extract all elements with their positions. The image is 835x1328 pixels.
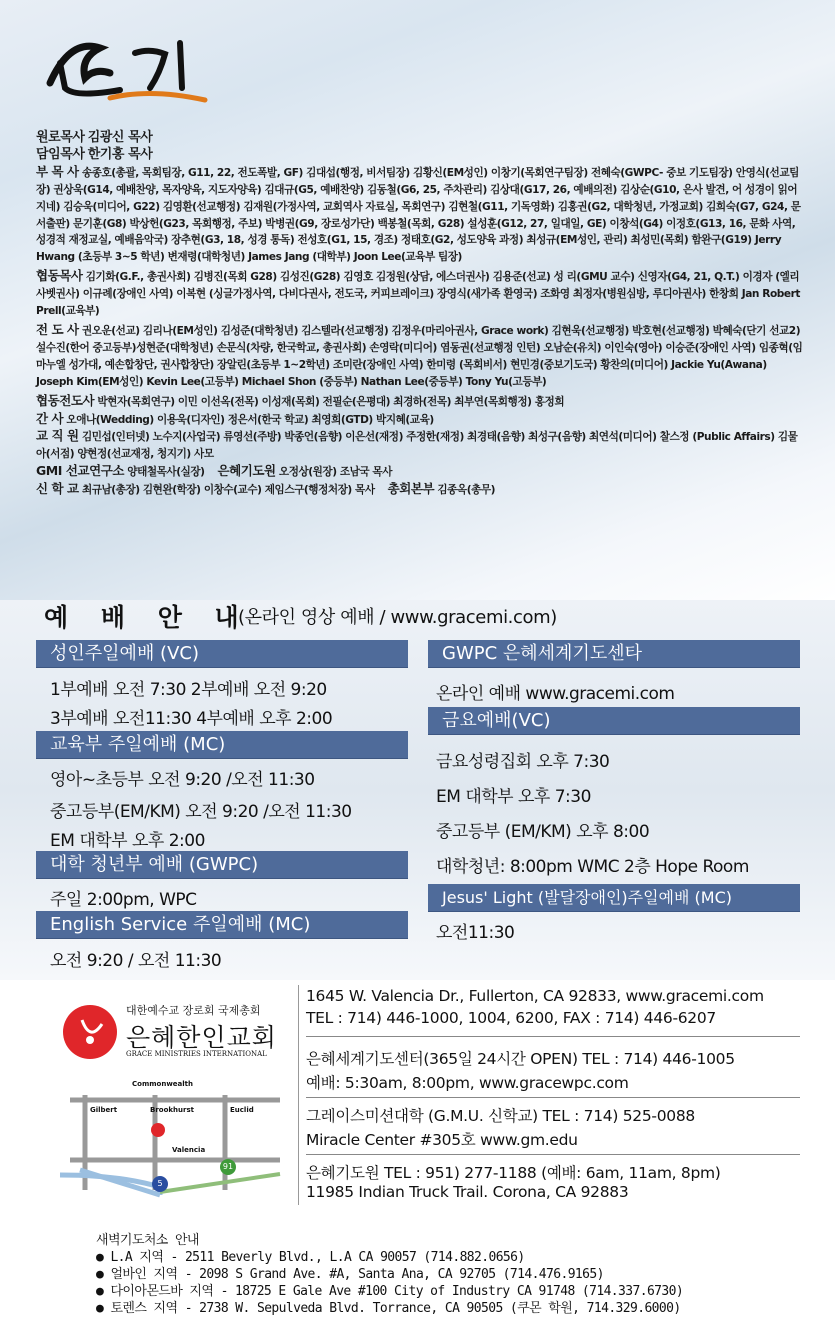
service-header-english: English Service 주일예배 (MC) <box>36 911 408 939</box>
route-91-badge: 91 <box>220 1159 236 1175</box>
leadership-list <box>36 130 806 499</box>
dawn-prayer-item: ● 다이아몬드바 지역 - 18725 E Gale Ave #100 City of Industry CA 91748 (714.337.6730) <box>96 1284 684 1299</box>
map-label: Euclid <box>230 1106 254 1114</box>
divider <box>306 1036 800 1037</box>
divider <box>306 1097 800 1098</box>
service-row: 중고등부 (EM/KM) 오후 8:00 <box>436 822 650 842</box>
dawn-prayer-title: 새벽기도처소 안내 <box>96 1233 199 1248</box>
church-name-en: GRACE MINISTRIES INTERNATIONAL <box>126 1050 267 1058</box>
service-row: 온라인 예배 www.gracemi.com <box>436 684 675 704</box>
service-row: 주일 2:00pm, WPC <box>50 890 197 910</box>
service-header-friday: 금요예배(VC) <box>428 707 800 735</box>
service-row: EM 대학부 오후 2:00 <box>50 831 205 851</box>
service-header-education: 교육부 주일예배 (MC) <box>36 731 408 759</box>
service-row: EM 대학부 오후 7:30 <box>436 787 591 807</box>
leader-line: 원로목사 김광신 목사 <box>36 130 153 145</box>
leader-line: 교 직 원 김민섭(인터넷) 노수지(사업국) 류영선(주방) 박종언(음향) 이은선(재정) 주정한(재정) 최경태(음향) 최성구(음향) 최연석(미디어) 찰스정 (Public Affairs) 김물아(서점) 양현정(선교재정, 청지기) 사모 <box>36 428 798 461</box>
service-header-gwpc: GWPC 은혜세계기도센타 <box>428 640 800 668</box>
service-row: 오전 9:20 / 오전 11:30 <box>50 951 222 971</box>
service-header-adult: 성인주일예배 (VC) <box>36 640 408 668</box>
services-title: 예 배 안 내 <box>44 603 251 632</box>
services-subtitle: (온라인 영상 예배 / www.gracemi.com) <box>238 607 557 628</box>
route-5-badge: 5 <box>152 1176 168 1192</box>
contact-line: 그레이스미션대학 (G.M.U. 신학교) TEL : 714) 525-0088 <box>306 1107 695 1125</box>
service-row: 중고등부(EM/KM) 오전 9:20 /오전 11:30 <box>50 802 352 822</box>
leader-line: 협동전도사 박현자(목회연구) 이민 이선옥(전목) 이성재(목회) 전필순(은평대) 최경하(전목) 최부연(목회행정) 홍정희 <box>36 392 565 408</box>
leader-line: 전 도 사 권오운(선교) 김리나(EM성인) 김성준(대학청년) 김스텔라(선교행정) 김정우(마리아권사, Grace work) 김현욱(선교행정) 박호현(선교행정) 박혜숙(단기 선교2) 설수진(한어 중고등부)성현준(대학청년) 손문식(차량, 한국학교, 총권사회) 손영락(미디어) 염동권(선교행정 인턴) 오남순(유치) 이인숙(영아) 이승준(장애인 사역) 임종혁(임마누엘 성가대, 예손합창단, 권사합창단) 장알린(초등부 1~2학년) 조미란(장애인 사역) 한미령 (목회비서) 현민경(중보기도국) 황찬의(미디어) Jackie Yu(Awana) Joseph Kim(EM성인) Kevin Lee(고등부) Michael Shon (중등부) Nathan Lee(중등부) Tony Yu(고등부) <box>36 321 803 388</box>
map-label: Brookhurst <box>150 1106 194 1114</box>
service-row: 영아~초등부 오전 9:20 /오전 11:30 <box>50 770 315 790</box>
church-logo <box>60 998 290 1068</box>
service-row: 1부예배 오전 7:30 2부예배 오전 9:20 <box>50 680 327 700</box>
calligraphy-logo <box>40 28 240 108</box>
map-label: Gilbert <box>90 1106 118 1114</box>
contact-line: Miracle Center #305호 www.gm.edu <box>306 1131 578 1149</box>
church-org: 대한예수교 장로회 국제총회 <box>126 1004 261 1017</box>
leader-line: 협동목사 김기화(G.F., 총권사회) 김병진(목회 G28) 김성진(G28) 김영호 김정원(상담, 에스더권사) 김용준(선교) 성 리(GMU 교수) 신영자(G4, 21, Q.T.) 이경자 (엘리사벳권사) 이규례(장애인 사역) 이복현 (싱글가정사역, 다비다권사, 전도국, 커피브레이크) 장영식(새가족 환영국) 조화영 최정자(병원심방, 루디아권사) 한창희 Jan Robert Prell(교육부) <box>36 268 801 318</box>
contact-line: 1645 W. Valencia Dr., Fullerton, CA 92833, www.gracemi.com <box>306 987 764 1005</box>
contact-line: 예배: 5:30am, 8:00pm, www.gracewpc.com <box>306 1074 629 1092</box>
service-row: 대학청년: 8:00pm WMC 2층 Hope Room <box>436 857 749 877</box>
divider <box>306 1154 800 1155</box>
dawn-prayer-item: ● 얼바인 지역 - 2098 S Grand Ave. #A, Santa Ana, CA 92705 (714.476.9165) <box>96 1267 604 1282</box>
service-header-jesus-light: Jesus' Light (발달장애인)주일예배 (MC) <box>428 884 800 912</box>
service-row: 금요성령집회 오후 7:30 <box>436 752 610 772</box>
map-label: Valencia <box>172 1146 206 1154</box>
contact-line: 은혜기도원 TEL : 951) 277-1188 (예배: 6am, 11am, 8pm) <box>306 1164 721 1182</box>
contact-line: TEL : 714) 446-1000, 1004, 6200, FAX : 714) 446-6207 <box>306 1009 716 1027</box>
contact-line: 은혜세계기도센터(365일 24시간 OPEN) TEL : 714) 446-1005 <box>306 1050 735 1068</box>
service-row: 오전11:30 <box>436 923 515 943</box>
dawn-prayer-item: ● 토렌스 지역 - 2738 W. Sepulveda Blvd. Torrance, CA 90505 (쿠몬 학원, 714.329.6000) <box>96 1301 681 1316</box>
location-map <box>60 1075 290 1205</box>
leader-line: 담임목사 한기홍 목사 <box>36 146 153 162</box>
vertical-divider <box>298 985 299 1205</box>
church-emblem-icon <box>60 1002 120 1062</box>
leader-line: 신 학 교 최규남(총장) 김현완(학장) 이창수(교수) 제임스구(행정처장) 목사 총회본부 김종옥(총무) <box>36 481 496 497</box>
map-label: Commonwealth <box>132 1080 193 1088</box>
leader-line: 부 목 사 송종호(총괄, 목회팀장, G11, 22, 전도폭발, GF) 김대섭(행정, 비서팀장) 김황신(EM성인) 이창기(목회연구팀장) 전혜숙(GWPC- 중보 기도팀장) 안영식(선교팀장) 권상욱(G14, 예배찬양, 목자양육, 지도자양육) 김대규(G5, 예배찬양) 김동철(G6, 25, 주차관리) 김상대(G17, 26, 예배의전) 김상순(G10, 은사 발견, 어 성경이 읽어지네) 김승욱(미디어, G22) 김영환(선교행정) 김재원(가정사역, 교회역사 자료실, 목회연구) 김현철(G11, 기독영화) 김홍권(G2, 대학청년, 가정교회) 김희숙(G7, G24, 문서출판) 문기훈(G8) 박상헌(G23, 목회행정, 주보) 박병권(G9, 장로성가단) 백봉철(목회, G28) 설성훈(G12, 27, 일대일, GE) 이창석(G4) 이정호(G13, 16, 문화 사역, 성경적 재정교실, 예배음악국) 장추현(G3, 18, 성경 통독) 전성호(G1, 15, 경조) 정태호(G2, 성도양육 과정) 최성규(EM성인, 관리) 최성민(목회) 함완구(G19) Jerry Hwang (초등부 3~5 학년) 변재령(대학청년) James Jang (대학부) Joon Lee(교육부 팀장) <box>36 163 801 264</box>
service-header-college: 대학 청년부 예배 (GWPC) <box>36 851 408 879</box>
church-name: 은혜한인교회 <box>126 1023 277 1052</box>
service-row: 3부예배 오전11:30 4부예배 오후 2:00 <box>50 709 333 729</box>
leader-line: 간 사 오애나(Wedding) 이용욱(디자인) 정은서(한국 학교) 최영희(GTD) 박지혜(교육) <box>36 410 434 426</box>
contact-line: 11985 Indian Truck Trail. Corona, CA 92883 <box>306 1183 629 1201</box>
map-graphic <box>60 1075 290 1205</box>
calligraphy-logo-graphic <box>40 28 240 108</box>
leader-line: GMI 선교연구소 양태철목사(실장) 은혜기도원 오정상(원장) 조남국 목사 <box>36 463 393 479</box>
dawn-prayer-item: ● L.A 지역 - 2511 Beverly Blvd., L.A CA 90057 (714.882.0656) <box>96 1250 525 1265</box>
